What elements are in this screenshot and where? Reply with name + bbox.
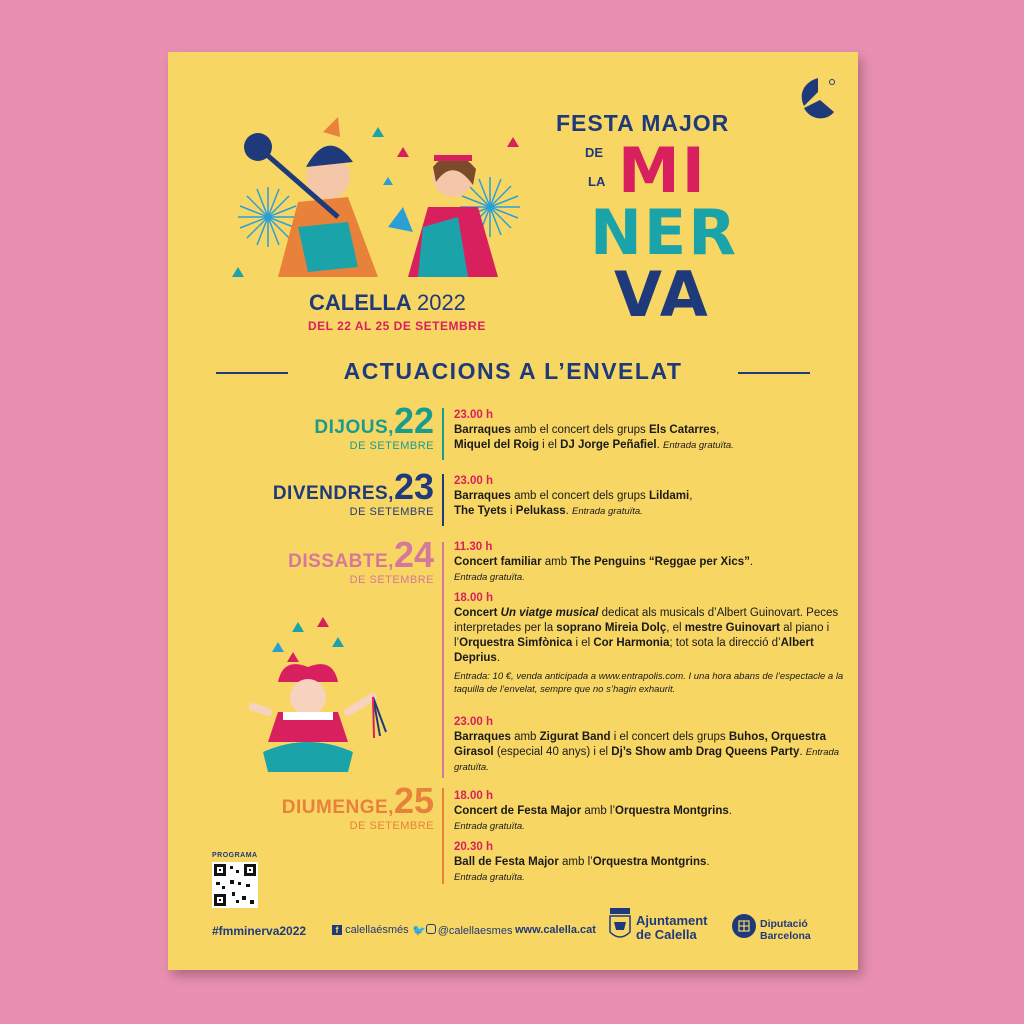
day-22: [180, 400, 434, 452]
event-time: 23.00 h: [454, 716, 493, 728]
title-mi-text: MI: [618, 134, 707, 207]
event-time: 20.30 h: [454, 841, 493, 853]
day-24: [180, 534, 434, 586]
festa-major-title: FESTA MAJOR: [556, 110, 730, 136]
event-text: (especial 40 anys) i el: [493, 746, 612, 758]
title-va: [614, 258, 710, 331]
poster: [168, 52, 858, 970]
event-text: amb l’: [558, 856, 593, 868]
event-note: Entrada gratuïta.: [454, 872, 525, 883]
facebook-handle[interactable]: [332, 924, 409, 936]
city-year: [309, 290, 466, 316]
title-la: LA: [588, 174, 606, 189]
event-24-2300: [454, 715, 849, 775]
event-time: 23.00 h: [454, 475, 493, 487]
event-25-2030: [454, 840, 849, 885]
event-time: 11.30 h: [454, 541, 493, 553]
event-22-2300: [454, 408, 849, 453]
event-text: Albert Deprius: [454, 637, 814, 664]
day-name: DIUMENGE,: [281, 797, 394, 818]
event-note: Entrada gratuïta.: [662, 440, 734, 451]
section-rule-right: [738, 372, 810, 374]
qr-label: PROGRAMA: [212, 852, 258, 859]
event-text: Orquestra Simfònica: [459, 637, 573, 649]
day-25-divider: [442, 788, 444, 884]
instagram-icon: [426, 924, 436, 934]
event-text: Cor Harmonia: [593, 637, 670, 649]
event-text: .: [656, 439, 663, 451]
event-text: ,: [689, 490, 693, 502]
event-text: al piano i l’: [454, 622, 830, 649]
day-23-divider: [442, 474, 444, 526]
event-text: .: [728, 805, 732, 817]
giants-illustration: [228, 107, 528, 287]
event-24-1130: [454, 540, 849, 585]
event-text: amb: [541, 556, 571, 568]
event-text: Un viatge musical: [500, 607, 599, 619]
event-text: Zigurat Band: [539, 731, 611, 743]
social-handle[interactable]: [412, 924, 512, 937]
event-year: 2022: [416, 290, 466, 315]
event-text: Lildami: [648, 490, 690, 502]
ajuntament-line1: Ajuntament: [636, 913, 708, 928]
twitter-icon: 🐦: [412, 925, 426, 937]
event-text: Concert familiar: [454, 556, 542, 568]
event-text: Barraques: [454, 424, 511, 436]
event-text: The Tyets: [454, 505, 507, 517]
event-text: Els Catarres: [648, 424, 717, 436]
event-time: 23.00 h: [454, 409, 493, 421]
day-number: 22: [393, 400, 434, 441]
section-title: ACTUACIONS A L’ENVELAT: [343, 358, 683, 384]
event-text: Orquestra Montgrins: [615, 805, 729, 817]
event-text: soprano Mireia Dolç: [556, 622, 667, 634]
event-text: Pelukass: [515, 505, 566, 517]
event-text: i el concert dels grups: [610, 731, 729, 743]
calella-logo-icon: [796, 74, 838, 122]
event-text: amb el concert dels grups: [510, 490, 649, 502]
website-link[interactable]: www.calella.cat: [515, 924, 596, 936]
event-text: Miquel del Roig: [454, 439, 539, 451]
event-text: .: [496, 652, 501, 664]
event-text: .: [565, 505, 573, 517]
event-text: Orquestra Montgrins: [592, 856, 707, 868]
festival-dates: DEL 22 AL 25 DE SETEMBRE: [308, 319, 486, 333]
event-text: .: [749, 556, 754, 568]
diputacio-line2: Barcelona: [760, 930, 811, 942]
title-va-text: VA: [614, 258, 710, 331]
facebook-icon: f: [332, 925, 342, 935]
day-23: [180, 466, 434, 518]
day-number: 23: [393, 466, 434, 507]
event-text: amb l’: [581, 805, 616, 817]
day-22-divider: [442, 408, 444, 460]
ajuntament-line2: de Calella: [636, 927, 697, 942]
diputacio-logo-text: [760, 918, 811, 942]
title-mi: [618, 134, 707, 207]
event-text: ,: [716, 424, 720, 436]
event-note: Entrada: 10 €, venda anticipada a www.entrapolis.com. I una hora abans de l’espectacle a la taquilla de l’envelat, sempre que no s’hagin exhaurit.: [454, 671, 844, 695]
event-text: i: [506, 505, 516, 517]
section-rule-left: [216, 372, 288, 374]
title-de: DE: [585, 145, 604, 160]
day-month: DE SETEMBRE: [349, 440, 434, 452]
day-month: DE SETEMBRE: [349, 574, 434, 586]
day-25: [180, 780, 434, 832]
event-text: .: [799, 746, 806, 758]
event-time: 18.00 h: [454, 592, 493, 604]
event-text: i el: [538, 439, 561, 451]
social-text: @calellaesmes: [437, 925, 513, 937]
diputacio-seal-icon: [732, 914, 756, 938]
event-time: 18.00 h: [454, 790, 493, 802]
event-text: Barraques: [454, 731, 511, 743]
day-month: DE SETEMBRE: [349, 506, 434, 518]
event-text: .: [706, 856, 710, 868]
day-number: 25: [393, 780, 434, 821]
diputacio-line1: Diputació: [760, 918, 808, 930]
event-text: Concert: [454, 607, 501, 619]
event-note: Entrada gratuïta.: [454, 821, 525, 832]
event-23-2300: [454, 474, 849, 519]
day-name: DISSABTE,: [288, 551, 394, 572]
event-text: Ball de Festa Major: [454, 856, 559, 868]
event-text: ; tot sota la direcció d’: [669, 637, 781, 649]
event-text: mestre Guinovart: [684, 622, 780, 634]
facebook-text: calellaésmés: [345, 924, 409, 936]
title-ner-text: NER: [590, 196, 738, 269]
event-text: Buhos, Orquestra Girasol: [454, 731, 826, 758]
event-note: Entrada gratuïta.: [454, 747, 840, 773]
event-25-1800: [454, 789, 849, 834]
event-text: The Penguins “Reggae per Xics”: [570, 556, 750, 568]
day-name: DIVENDRES,: [272, 483, 394, 504]
event-text: DJ Jorge Peñafiel: [560, 439, 657, 451]
day-24-divider: [442, 542, 444, 778]
event-note: Entrada gratuïta.: [572, 506, 643, 517]
ajuntament-crest-icon: [608, 908, 632, 942]
event-text: Concert de Festa Major: [454, 805, 582, 817]
qr-code-icon[interactable]: [212, 862, 258, 908]
event-text: amb: [510, 731, 540, 743]
event-24-1800: [454, 591, 849, 696]
event-text: Dj’s Show amb Drag Queens Party: [611, 746, 800, 758]
event-text: Barraques: [454, 490, 511, 502]
day-month: DE SETEMBRE: [349, 820, 434, 832]
city-name: CALELLA: [309, 290, 411, 315]
day-name: DIJOUS,: [314, 417, 394, 438]
day-number: 24: [393, 534, 434, 575]
event-note: Entrada gratuïta.: [454, 572, 525, 583]
event-text: dedicat als musicals d’Albert Guinovart. Peces interpretades per la: [454, 607, 839, 634]
jester-illustration: [238, 612, 388, 792]
event-text: , el: [666, 622, 685, 634]
event-text: i el: [572, 637, 594, 649]
title-ner: [590, 196, 738, 269]
event-text: amb el concert dels grups: [510, 424, 649, 436]
hashtag: #fmminerva2022: [212, 924, 307, 938]
ajuntament-logo-text: [636, 914, 708, 942]
